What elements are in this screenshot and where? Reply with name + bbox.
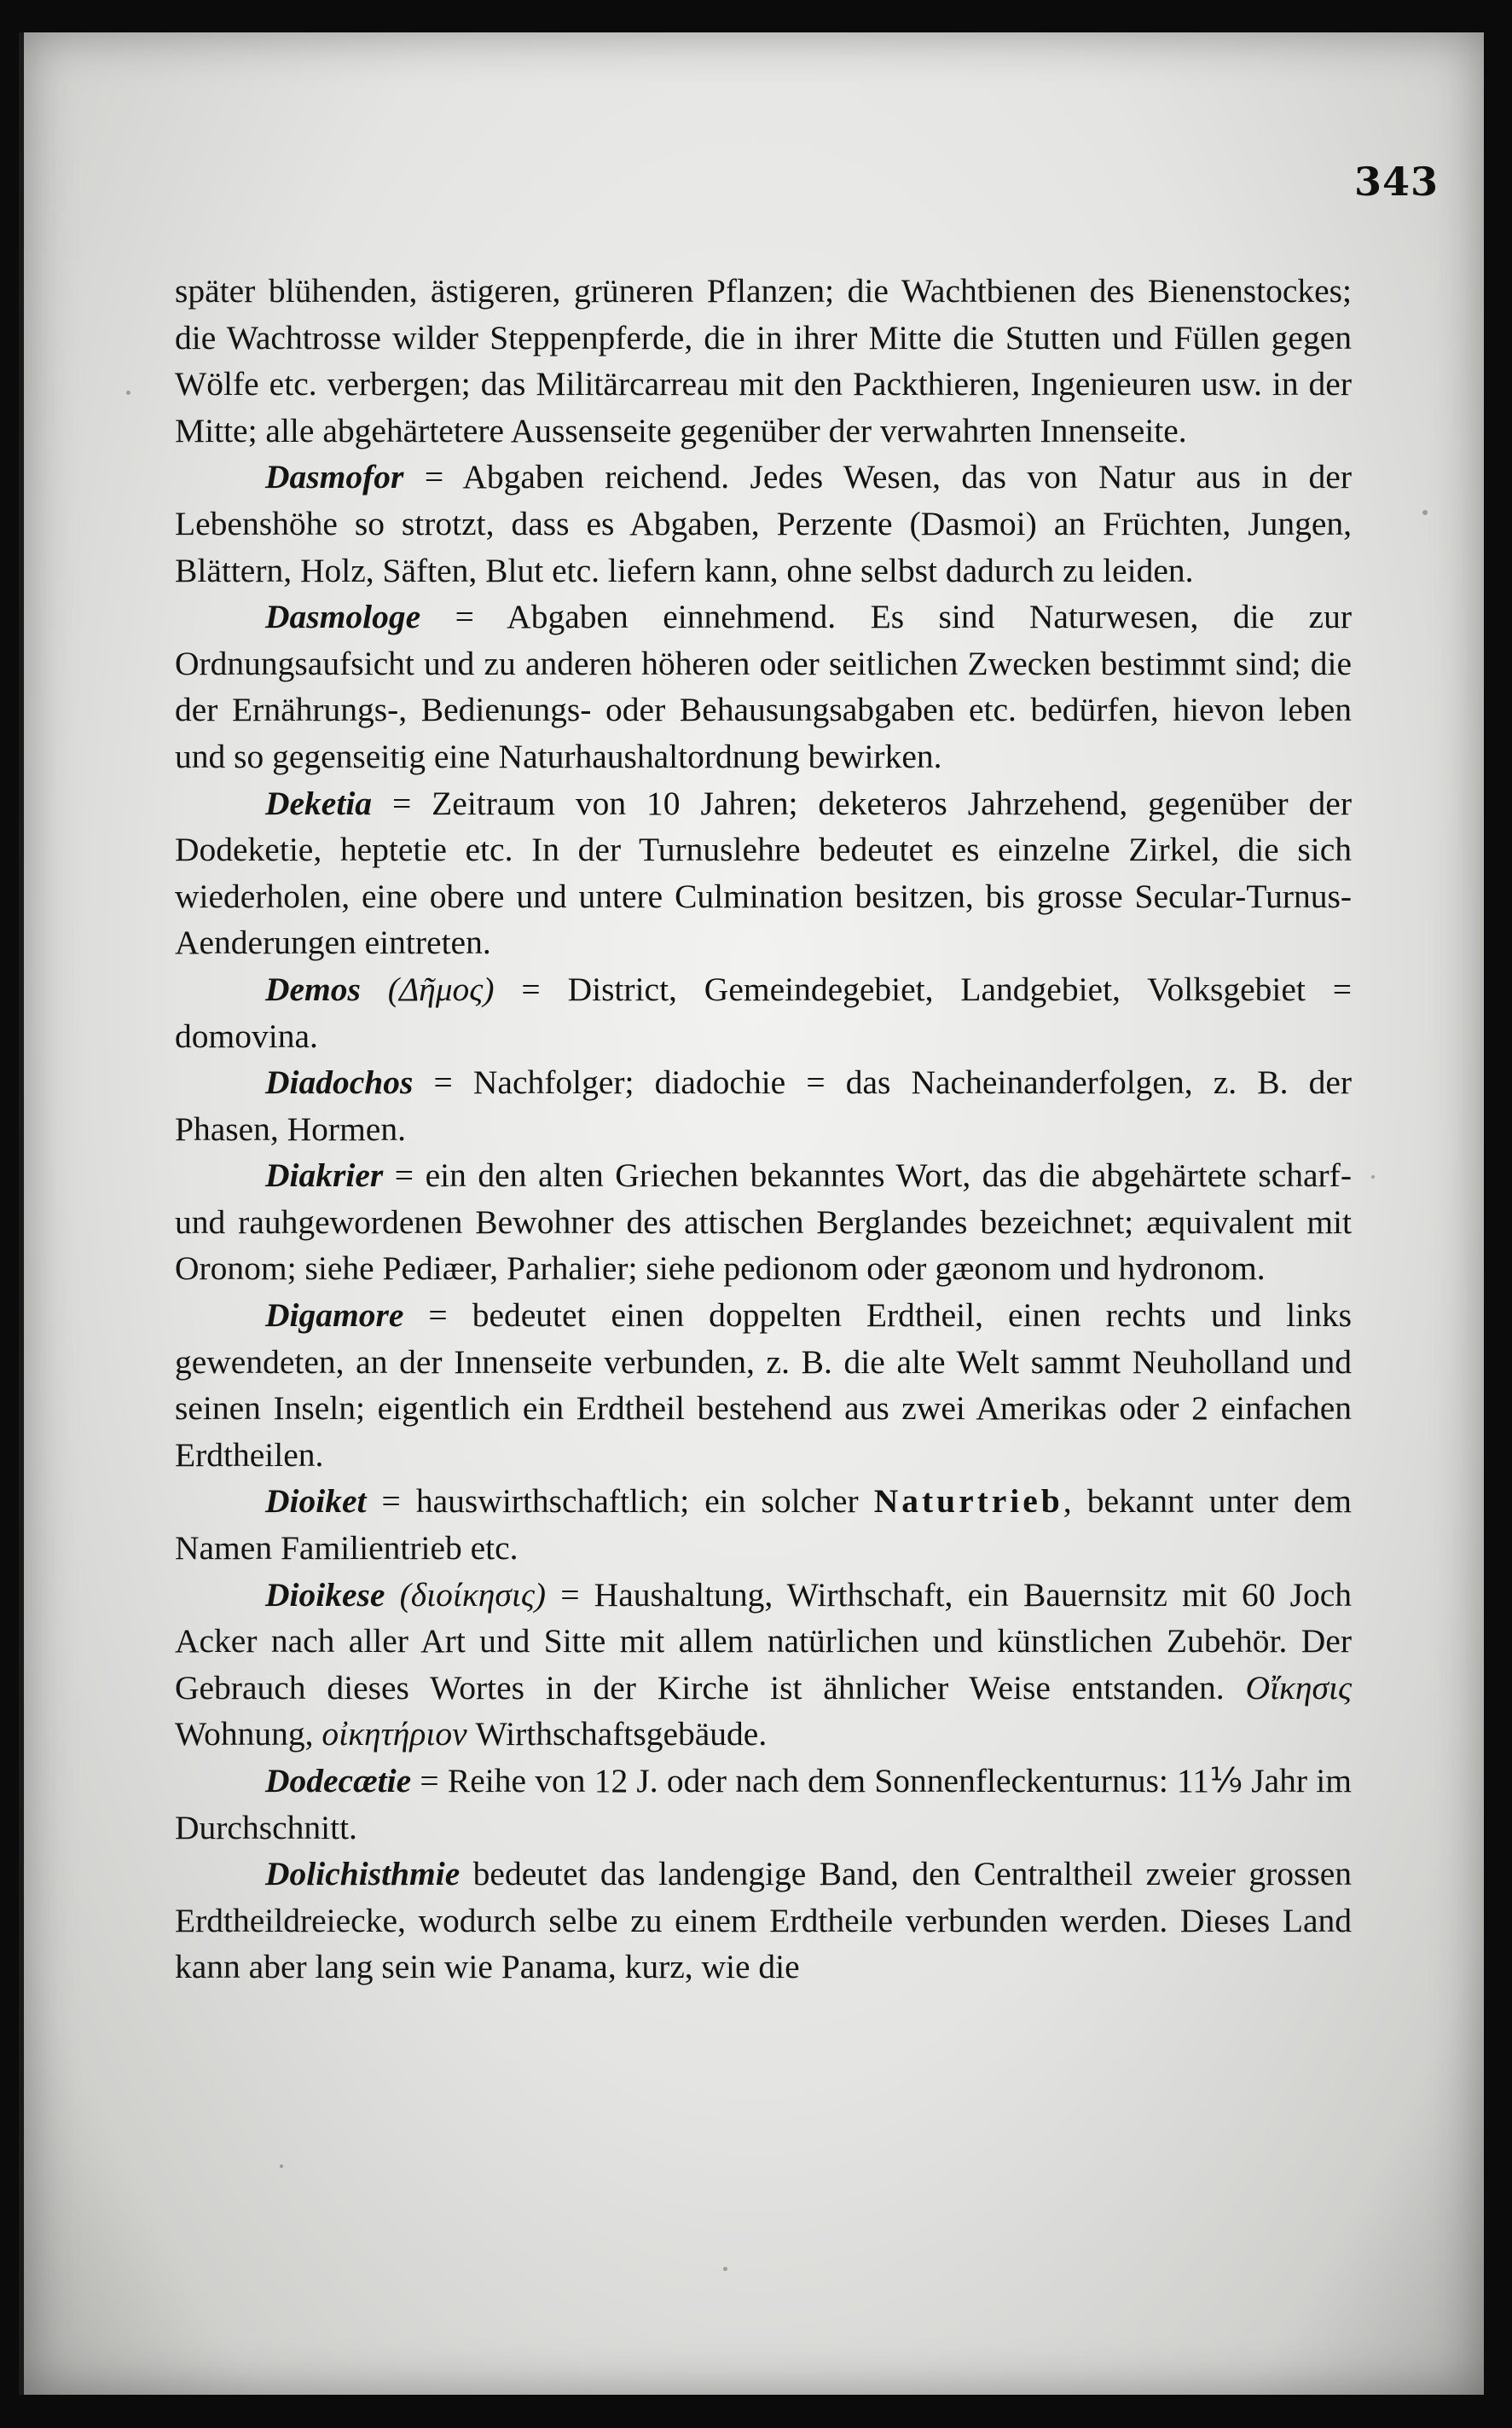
entry-digamore bbox=[175, 1292, 1352, 1478]
entry-definition: ein den alten Griechen bekanntes Wort, das die abgehärtete scharf- und rauhgewordenen Bewohner des attischen Berglandes bezeichnet; æquivalent mit Oronom; siehe Pediæer, Parhalier; siehe pedionom oder gæonom und hydronom. bbox=[175, 1156, 1352, 1288]
entry-definition: District, Gemeindegebiet, Landgebiet, Volksgebiet = domovina. bbox=[175, 970, 1353, 1055]
equals-sign: = bbox=[428, 1296, 448, 1335]
entry-definition: Nachfolger; diadochie = das Nacheinanderfolgen, z. B. der Phasen, Hormen. bbox=[175, 1063, 1352, 1148]
entry-dioiket bbox=[175, 1478, 1352, 1571]
body-text bbox=[175, 268, 1352, 1990]
entry-definition-end: , bekannt unter dem Namen Familientrieb etc. bbox=[175, 1482, 1353, 1567]
equals-sign: = bbox=[420, 1762, 439, 1799]
entry-definition: Abgaben einnehmend. Es sind Naturwesen, die zur Ordnungsaufsicht und zu anderen höheren oder seitlichen Zwecken bestimmt sind; die der Ernährungs-, Bedienungs- oder Behausungsabgaben etc. bedürfen, hievon leben und so gegenseitig eine Naturhaushaltordnung bewirken. bbox=[175, 598, 1352, 775]
ink-speck bbox=[1371, 1175, 1375, 1179]
ink-speck bbox=[723, 2267, 727, 2271]
equals-sign: = bbox=[521, 970, 541, 1008]
entry-term: Dodecætie bbox=[265, 1762, 412, 1799]
ink-speck bbox=[280, 2164, 283, 2168]
entry-diakrier bbox=[175, 1152, 1352, 1292]
equals-sign: = bbox=[424, 458, 444, 496]
entry-spaced-word: Naturtrieb bbox=[873, 1482, 1063, 1521]
entry-greek: (Δῆμος) bbox=[387, 970, 495, 1008]
entry-term: Diadochos bbox=[265, 1063, 414, 1102]
equals-sign: = bbox=[381, 1482, 401, 1521]
entry-diadochos bbox=[175, 1059, 1352, 1152]
entry-definition-start: hauswirthschaftlich; ein solcher bbox=[415, 1482, 859, 1521]
entry-term: Dioikese bbox=[265, 1575, 385, 1614]
entry-dolichisthmie bbox=[175, 1851, 1352, 1990]
greek-word: Οἴκησις bbox=[1245, 1668, 1353, 1707]
entry-term: Diakrier bbox=[265, 1156, 384, 1195]
entry-term: Dasmofor bbox=[265, 458, 404, 496]
equals-sign: = bbox=[391, 784, 412, 822]
entry-dasmologe bbox=[175, 594, 1352, 779]
entry-term: Dasmologe bbox=[265, 598, 421, 636]
equals-sign: = bbox=[394, 1156, 414, 1195]
entry-term: Demos bbox=[265, 970, 361, 1008]
ink-speck bbox=[126, 391, 130, 395]
entry-dodecaetie bbox=[175, 1758, 1352, 1851]
greek-word: οἰκητήριον bbox=[322, 1715, 467, 1753]
entry-demos bbox=[175, 966, 1352, 1059]
entry-definition: Zeitraum von 10 Jahren; deketeros Jahrzehend, gegenüber der Dodeketie, heptetie etc. In der Turnuslehre bedeutet es einzelne Zirkel, die sich wiederholen, eine obere und untere Culmination besitzen, bis grosse Secular-Turnus-Aenderungen eintreten. bbox=[175, 784, 1352, 962]
entry-definition-start: Haushaltung, Wirthschaft, ein Bauernsitz mit 60 Joch Acker nach aller Art und Sitte mit allem natürlichen und künstlichen Zubehör. Der Gebrauch dieses Wortes in der Kirche ist ähnlicher Weise entstanden. bbox=[175, 1575, 1353, 1707]
entry-definition-middle: Wohnung, bbox=[175, 1715, 314, 1753]
entry-definition-end: Wirthschaftsgebäude. bbox=[475, 1715, 768, 1753]
entry-definition: Abgaben reichend. Jedes Wesen, das von Natur aus in der Lebenshöhe so strotzt, dass es Abgaben, Perzente (Dasmoi) an Früchten, Jungen, Blättern, Holz, Säften, Blut etc. liefern kann, ohne selbst dadurch zu leiden. bbox=[175, 458, 1352, 589]
paragraph-continuation bbox=[175, 268, 1352, 454]
entry-dioikese bbox=[175, 1572, 1352, 1758]
entry-term: Dolichisthmie bbox=[265, 1855, 461, 1893]
entry-dasmofor bbox=[175, 454, 1352, 594]
entry-definition: bedeutet einen doppelten Erdtheil, einen rechts und links gewendeten, an der Innenseite verbunden, z. B. die alte Welt sammt Neuholland und seinen Inseln; eigentlich ein Erdtheil bestehend aus zwei Amerikas oder 2 einfachen Erdtheilen. bbox=[175, 1296, 1353, 1474]
entry-term: Digamore bbox=[265, 1296, 404, 1335]
equals-sign: = bbox=[560, 1575, 580, 1614]
entry-deketia bbox=[175, 780, 1352, 966]
equals-sign: = bbox=[433, 1063, 453, 1102]
entry-term: Dioiket bbox=[265, 1482, 367, 1521]
page-number: 343 bbox=[1353, 159, 1439, 205]
entry-term: Deketia bbox=[265, 784, 373, 822]
entry-definition: Reihe von 12 J. oder nach dem Sonnenfleckenturnus: 11⅑ Jahr im Durchschnitt. bbox=[175, 1762, 1353, 1846]
entry-greek: (διοίκησις) bbox=[399, 1575, 547, 1614]
entry-definition: bedeutet das landengige Band, den Centraltheil zweier grossen Erdtheildreiecke, wodurch selbe zu einem Erdtheile verbunden werden. Dieses Land kann aber lang sein wie Panama, kurz, wie die bbox=[175, 1855, 1352, 1986]
paragraph-text: später blühenden, ästigeren, grüneren Pflanzen; die Wachtbienen des Bienenstockes; die Wachtrosse wilder Steppenpferde, die in ihrer Mitte die Stutten und Füllen gegen Wölfe etc. verbergen; das Militärcarreau mit den Packthieren, Ingenieuren usw. in der Mitte; alle abgehärtetere Aussenseite gegenüber der verwahrten Innenseite. bbox=[175, 272, 1352, 449]
equals-sign: = bbox=[455, 598, 474, 636]
ink-speck bbox=[1422, 510, 1428, 515]
